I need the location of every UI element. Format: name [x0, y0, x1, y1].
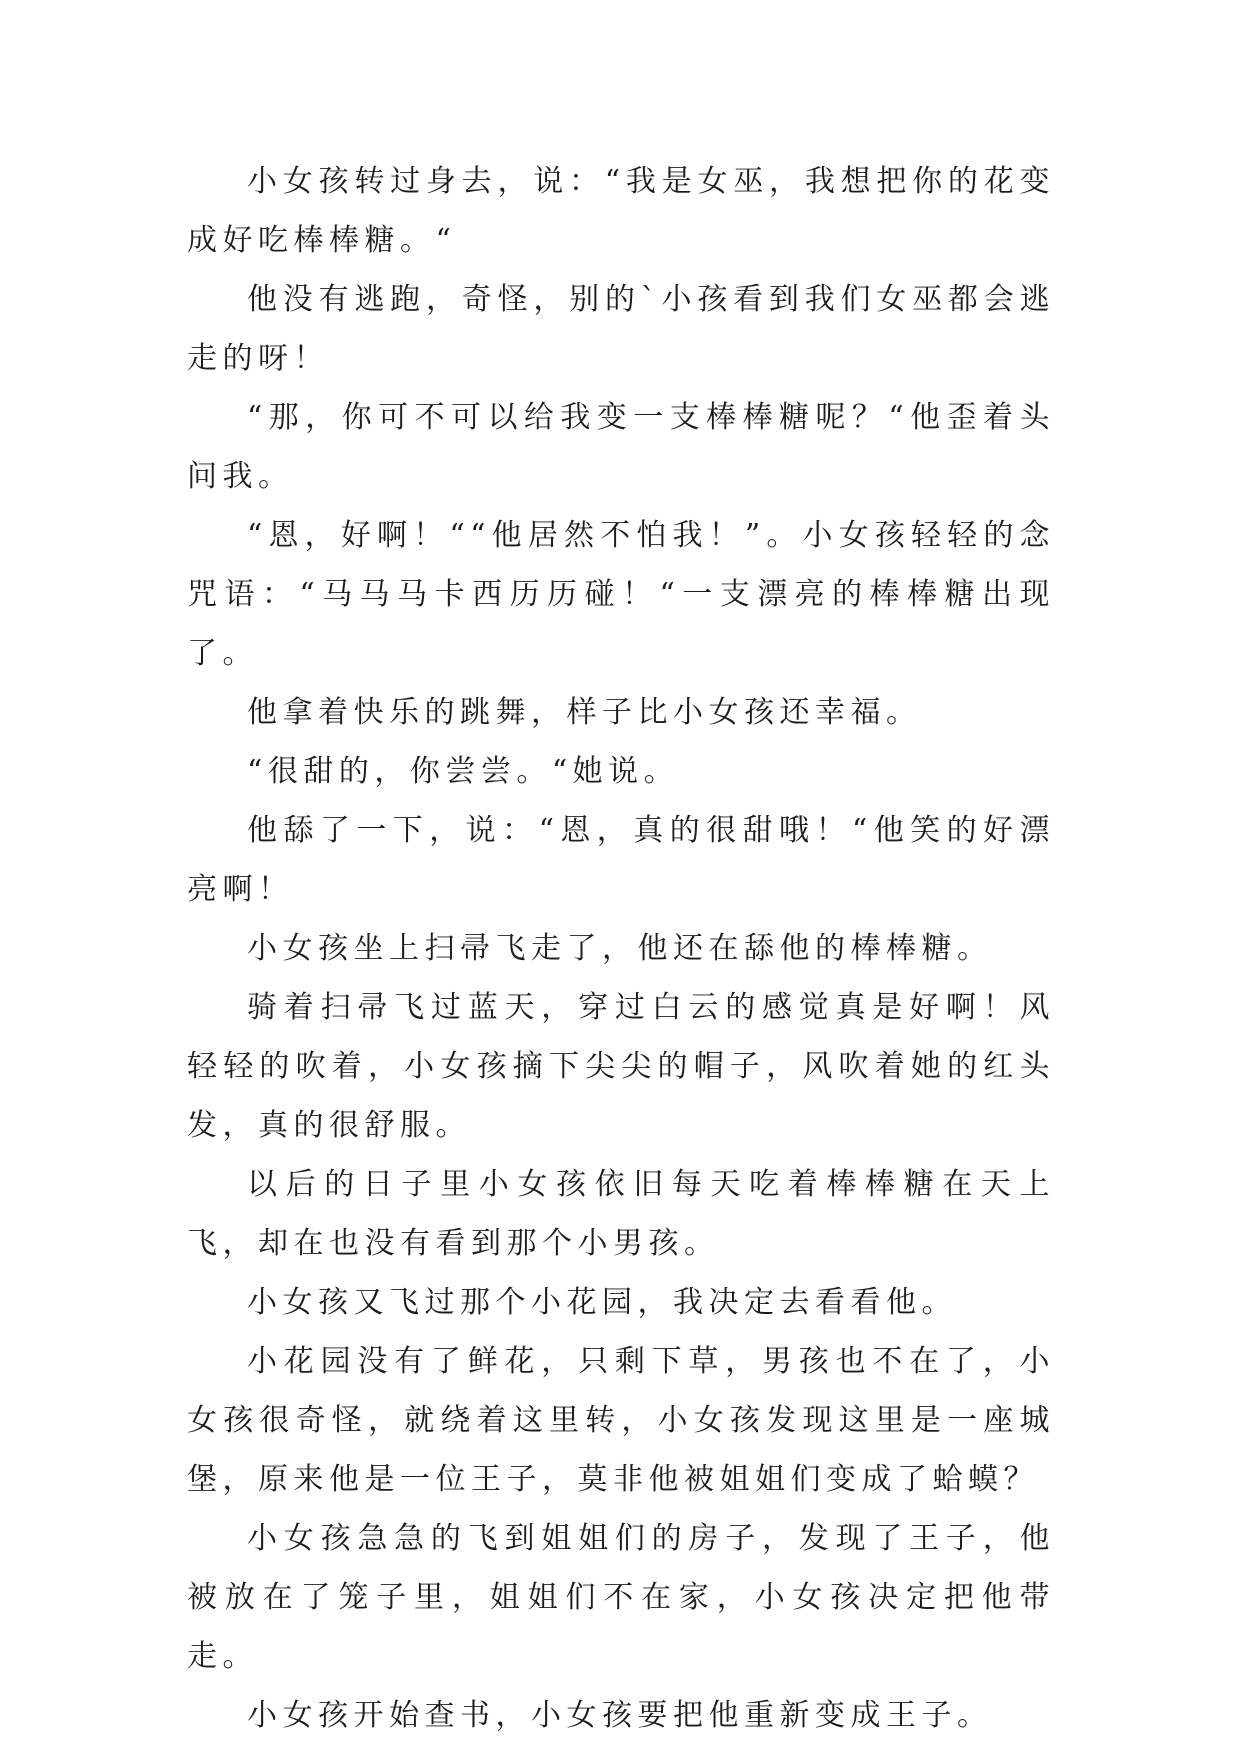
paragraph: 他没有逃跑，奇怪，别的`小孩看到我们女巫都会逃走的呀！ [187, 282, 1055, 376]
paragraph: 小女孩又飞过那个小花园，我决定去看看他。 [247, 1285, 957, 1320]
paragraph: 骑着扫帚飞过蓝天，穿过白云的感觉真是好啊！风轻轻的吹着，小女孩摘下尖尖的帽子，风吹着她的红头发，真的很舒服。 [187, 990, 1055, 1143]
paragraph: 他拿着快乐的跳舞，样子比小女孩还幸福。 [247, 695, 922, 730]
paragraph: 小女孩坐上扫帚飞走了，他还在舔他的棒棒糖。 [247, 931, 993, 966]
paragraph: 小女孩转过身去，说：“我是女巫，我想把你的花变成好吃棒棒糖。“ [187, 164, 1055, 258]
paragraph: “恩，好啊！““他居然不怕我！”。小女孩轻轻的念咒语：“马马马卡西历历碰！“一支漂亮的棒棒糖出现了。 [187, 518, 1055, 671]
paragraph: 他舔了一下，说：“恩，真的很甜哦！“他笑的好漂亮啊！ [187, 813, 1055, 907]
paragraph: 小女孩开始查书，小女孩要把他重新变成王子。 [247, 1698, 993, 1733]
paragraph: “很甜的，你尝尝。“她说。 [247, 754, 680, 789]
paragraph: 以后的日子里小女孩依旧每天吃着棒棒糖在天上飞，却在也没有看到那个小男孩。 [187, 1167, 1055, 1261]
paragraph: 小花园没有了鲜花，只剩下草，男孩也不在了，小女孩很奇怪，就绕着这里转，小女孩发现这里是一座城堡，原来他是一位王子，莫非他被姐姐们变成了蛤蟆？ [187, 1344, 1055, 1497]
document-body [187, 152, 1055, 1745]
paragraph: 小女孩急急的飞到姐姐们的房子，发现了王子，他被放在了笼子里，姐姐们不在家，小女孩决定把他带走。 [187, 1521, 1055, 1674]
paragraph: “那，你可不可以给我变一支棒棒糖呢？“他歪着头问我。 [187, 400, 1055, 494]
